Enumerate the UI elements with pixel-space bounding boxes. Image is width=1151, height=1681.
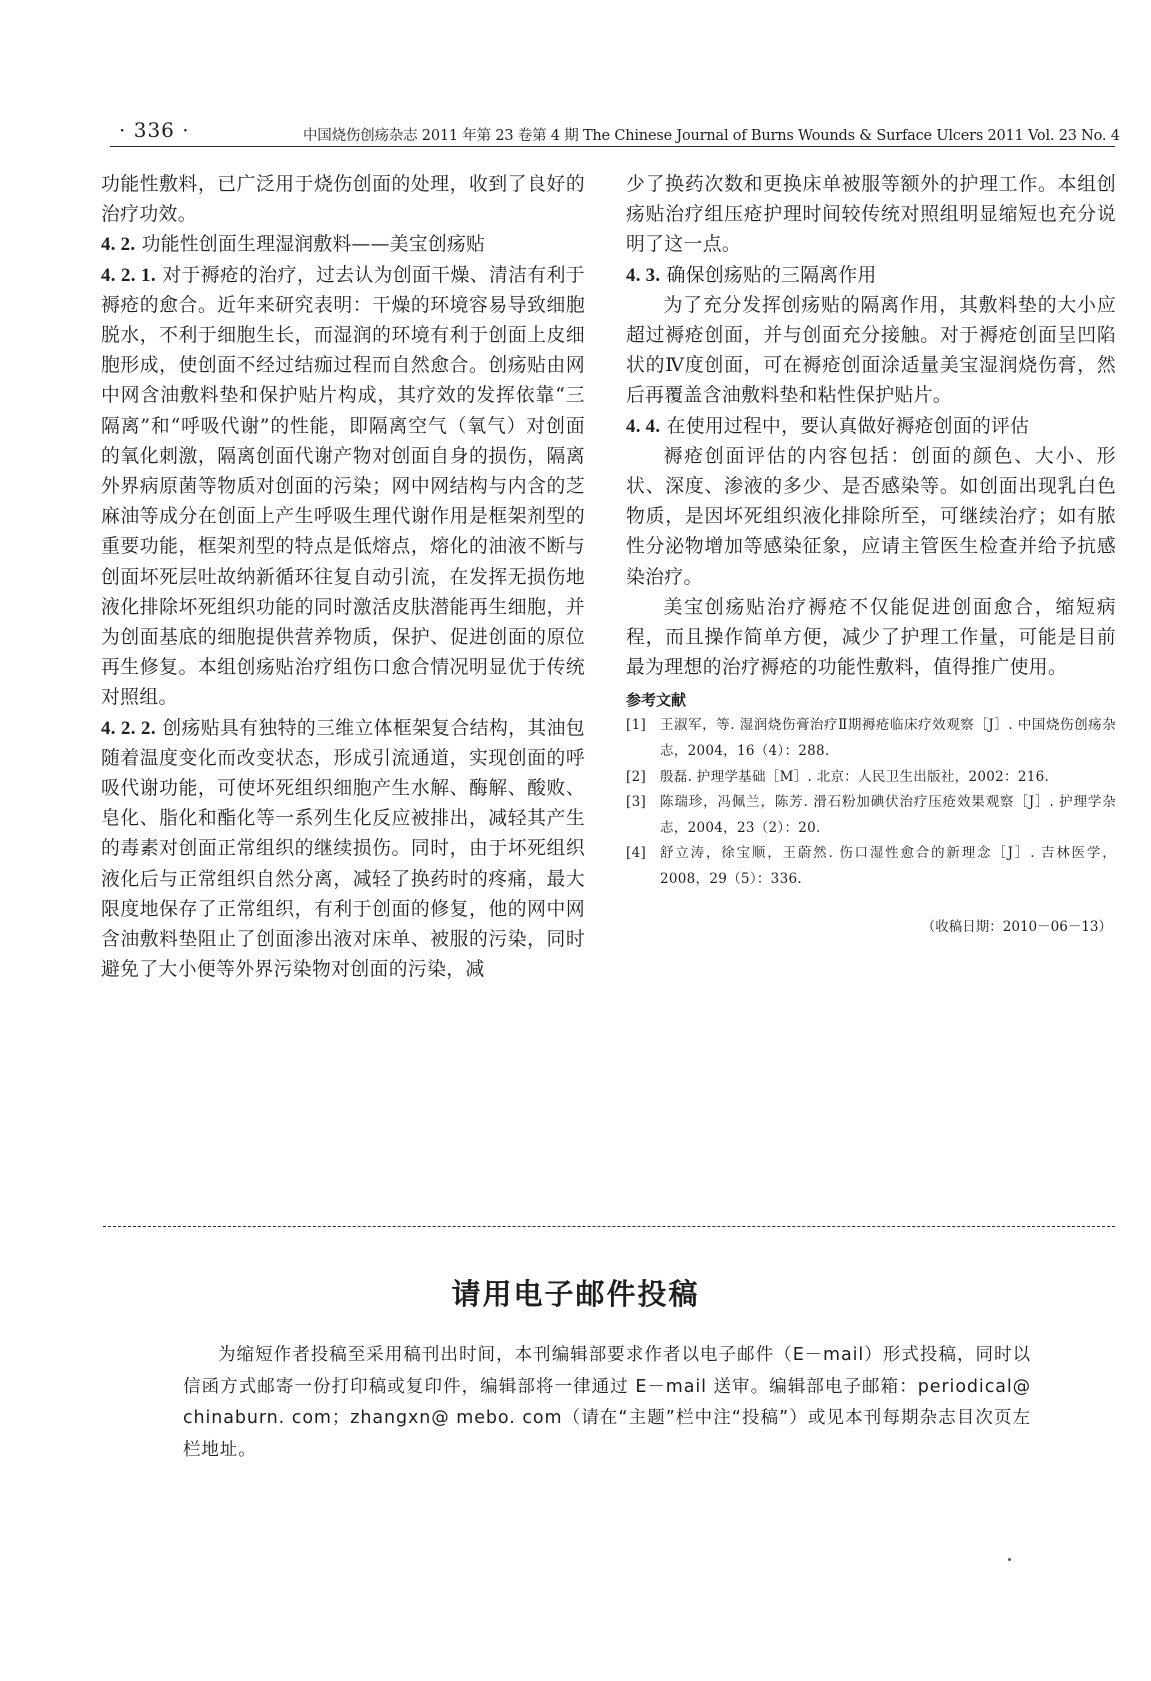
received-date: （收稿日期：2010－06－13）: [921, 918, 1112, 935]
left-column: [101, 170, 585, 985]
section-4-2-1: [101, 261, 585, 714]
reference-item: [626, 790, 1116, 841]
notice-title: 请用电子邮件投稿: [451, 1277, 700, 1311]
reference-number: [4]: [626, 845, 647, 862]
reference-item: [626, 765, 1116, 791]
section-text: 对于褥疮的治疗，过去认为创面干燥、清洁有利于褥疮的愈合。近年来研究表明：干燥的环境容易导致细胞脱水，不利于细胞生长，而湿润的环境有利于创面上皮细胞形成，使创面不经过结痂过程而自然愈合。创疡贴由网中网含油敷料垫和保护贴片构成，其疗效的发挥依靠“三隔离”和“呼吸代谢”的性能，即隔离空气（氧气）对创面的氧化刺激，隔离创面代谢产物对创面自身的损伤，隔离外界病原菌等物质对创面的污染；网中网结构与内含的芝麻油等成分在创面上产生呼吸生理代谢作用是框架剂型的重要功能，框架剂型的特点是低熔点，熔化的油液不断与创面坏死层吐故纳新循环往复自动引流，在发挥无损伤地液化排除坏死组织功能的同时激活皮肤潜能再生细胞，并为创面基底的细胞提供营养物质，保护、促进创面的原位再生修复。本组创疡贴治疗组伤口愈合情况明显优于传统对照组。: [101, 264, 585, 709]
section-title: 在使用过程中，要认真做好褥疮创面的评估: [666, 415, 1030, 437]
running-head: 中国烧伤创疡杂志 2011 年第 23 卷第 4 期 The Chinese Journal of Burns Wounds & Surface Ulcers 2011 Vol. 23 No. 4: [303, 128, 1120, 144]
reference-item: [626, 841, 1116, 892]
scan-speck: [1008, 1558, 1011, 1561]
references-title: 参考文献: [626, 691, 687, 710]
reference-text: 舒立涛，徐宝顺，王蔚然. 伤口湿性愈合的新理念［J］. 吉林医学，2008，29（5）：336.: [660, 845, 1116, 888]
reference-number: [3]: [626, 794, 647, 811]
section-4-2-2: [101, 714, 585, 986]
notice-body: 为缩短作者投稿至采用稿刊出时间，本刊编辑部要求作者以电子邮件（E－mail）形式投稿，同时以信函方式邮寄一份打印稿或复印件，编辑部将一律通过 E－mail 送审。编辑部电子邮箱：periodical@ chinaburn. com；zhangxn@ mebo. com（请在“主题”栏中注“投稿”）或见本刊每期杂志目次页左栏地址。: [183, 1345, 1031, 1460]
section-number: 4. 4.: [626, 415, 661, 437]
reference-text: 殷磊. 护理学基础［M］. 北京：人民卫生出版社，2002：216.: [660, 768, 1050, 785]
reference-item: [626, 713, 1116, 764]
reference-number: [1]: [626, 717, 647, 734]
section-number: 4. 3.: [626, 264, 661, 286]
section-divider: [103, 1226, 1115, 1227]
section-number: 4. 2. 1.: [101, 264, 156, 286]
paragraph: 功能性敷料，已广泛用于烧伤创面的处理，收到了良好的治疗功效。: [101, 174, 585, 226]
section-heading-4-3: [626, 261, 1116, 291]
section-heading-4-2: [101, 230, 585, 260]
reference-number: [2]: [626, 768, 647, 785]
paragraph: 为了充分发挥创疡贴的隔离作用，其敷料垫的大小应超过褥疮创面，并与创面充分接触。对于褥疮创面呈凹陷状的Ⅳ度创面，可在褥疮创面涂适量美宝湿润烧伤膏，然后再覆盖含油敷料垫和粘性保护贴片。: [626, 294, 1116, 407]
section-number: 4. 2.: [101, 234, 136, 256]
reference-text: 陈瑞珍，冯佩兰，陈芳. 滑石粉加碘伏治疗压疮效果观察［J］. 护理学杂志，2004，23（2）：20.: [660, 794, 1116, 836]
section-text: 创疡贴具有独特的三维立体框架复合结构，其油包随着温度变化而改变状态，形成引流通道，实现创面的呼吸代谢功能，可使坏死组织细胞产生水解、酶解、酸败、皂化、脂化和酯化等一系列生化反应被排出，减轻其产生的毒素对创面正常组织的继续损伤。同时，由于坏死组织液化后与正常组织自然分离，减轻了换药时的疼痛，最大限度地保存了正常组织，有利于创面的修复，他的网中网含油敷料垫阻止了创面渗出液对床单、被服的污染，同时避免了大小便等外界污染物对创面的污染，减: [101, 717, 585, 981]
header-rule: [110, 146, 1115, 147]
right-column: [626, 170, 1116, 935]
page-number: · 336 ·: [119, 118, 190, 142]
section-number: 4. 2. 2.: [101, 717, 156, 739]
reference-text: 王淑军，等. 湿润烧伤膏治疗Ⅱ期褥疮临床疗效观察［J］. 中国烧伤创疡杂志，2004，16（4）：288.: [660, 717, 1116, 760]
section-heading-4-4: [626, 412, 1116, 442]
paragraph: 少了换药次数和更换床单被服等额外的护理工作。本组创疡贴治疗组压疮护理时间较传统对照组明显缩短也充分说明了这一点。: [626, 174, 1116, 256]
section-title: 确保创疡贴的三隔离作用: [666, 264, 877, 286]
paragraph: 褥疮创面评估的内容包括：创面的颜色、大小、形状、深度、渗液的多少、是否感染等。如创面出现乳白色物质，是因坏死组织液化排除所至，可继续治疗；如有脓性分泌物增加等感染征象，应请主管医生检查并给予抗感染治疗。: [626, 445, 1116, 588]
reference-list: [626, 713, 1116, 892]
section-title: 功能性创面生理湿润敷料——美宝创疡贴: [141, 234, 486, 256]
paragraph: 美宝创疡贴治疗褥疮不仅能促进创面愈合，缩短病程，而且操作简单方便，减少了护理工作量，可能是目前最为理想的治疗褥疮的功能性敷料，值得推广使用。: [626, 596, 1116, 679]
